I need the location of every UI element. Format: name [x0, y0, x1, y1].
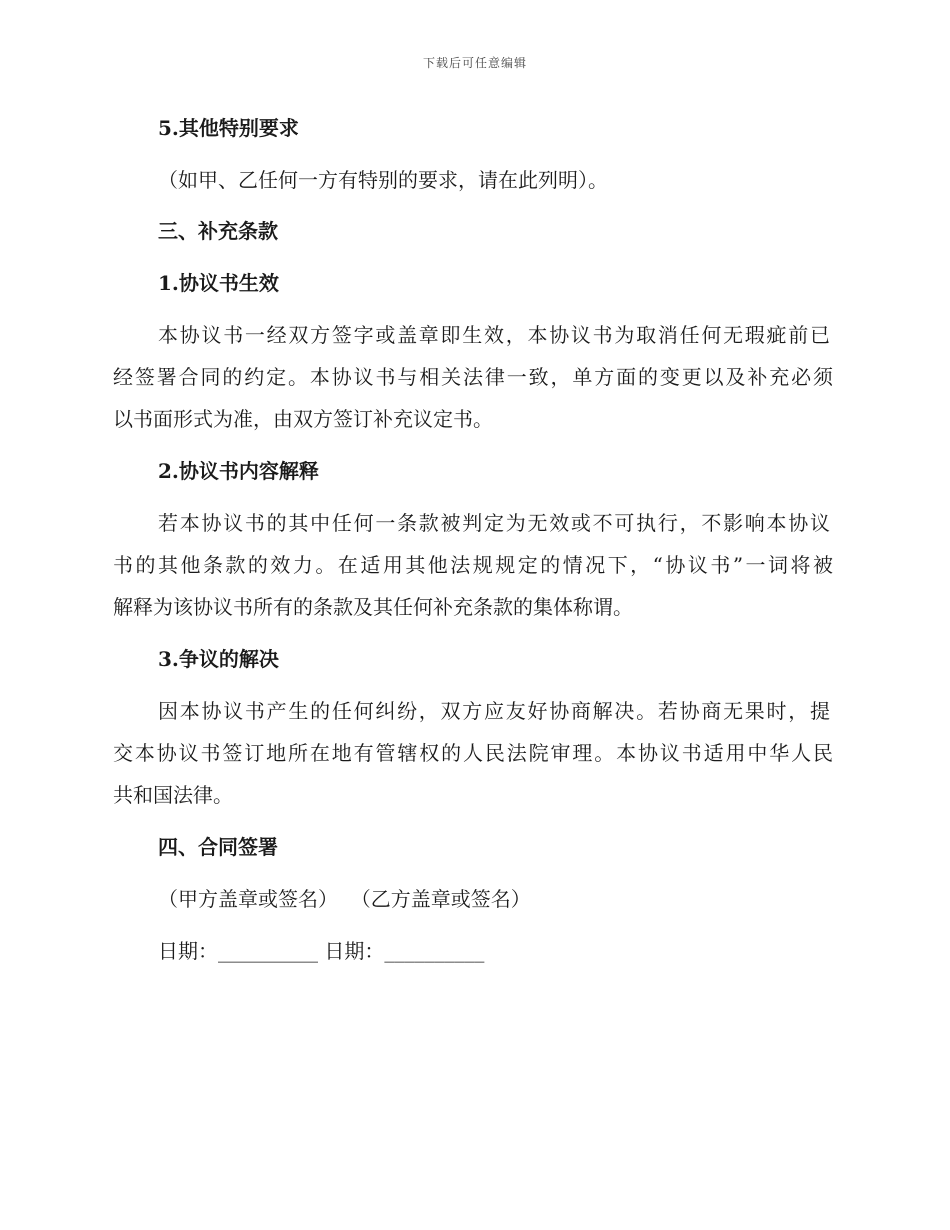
special-requirements-text: （如甲、乙任何一方有特别的要求，请在此列明）。: [158, 168, 608, 192]
signature-parties-line: （甲方盖章或签名） （乙方盖章或签名）: [158, 887, 531, 911]
paragraph-line: 交本协议书签订地所在地有管辖权的人民法院审理。本协议书适用中华人民: [113, 741, 833, 765]
paragraph-line: 共和国法律。: [113, 783, 233, 807]
page-header: 下载后可任意编辑: [422, 56, 527, 70]
date-line: 日期：__________ 日期：__________: [158, 939, 485, 963]
paragraph-line: 若本协议书的其中任何一条款被判定为无效或不可执行，不影响本协议: [158, 511, 830, 535]
paragraph-line: 因本协议书产生的任何纠纷，双方应友好协商解决。若协商无果时，提: [158, 699, 830, 723]
subsection-heading-dispute: 3.争议的解决: [158, 647, 279, 671]
paragraph-line: 以书面形式为准，由双方签订补充议定书。: [113, 407, 493, 431]
section-heading-special-requirements: 5.其他特别要求: [158, 116, 299, 140]
subsection-heading-interpretation: 2.协议书内容解释: [158, 459, 319, 483]
paragraph-line: 解释为该协议书所有的条款及其任何补充条款的集体称谓。: [113, 595, 633, 619]
section-heading-supplementary-terms: 三、补充条款: [158, 219, 278, 243]
paragraph-line: 经签署合同的约定。本协议书与相关法律一致，单方面的变更以及补充必须: [113, 365, 833, 389]
paragraph-line: 书的其他条款的效力。在适用其他法规规定的情况下，“协议书”一词将被: [113, 553, 833, 577]
section-heading-signing: 四、合同签署: [158, 835, 278, 859]
subsection-heading-effectiveness: 1.协议书生效: [158, 271, 279, 295]
paragraph-line: 本协议书一经双方签字或盖章即生效，本协议书为取消任何无瑕疵前已: [158, 323, 830, 347]
